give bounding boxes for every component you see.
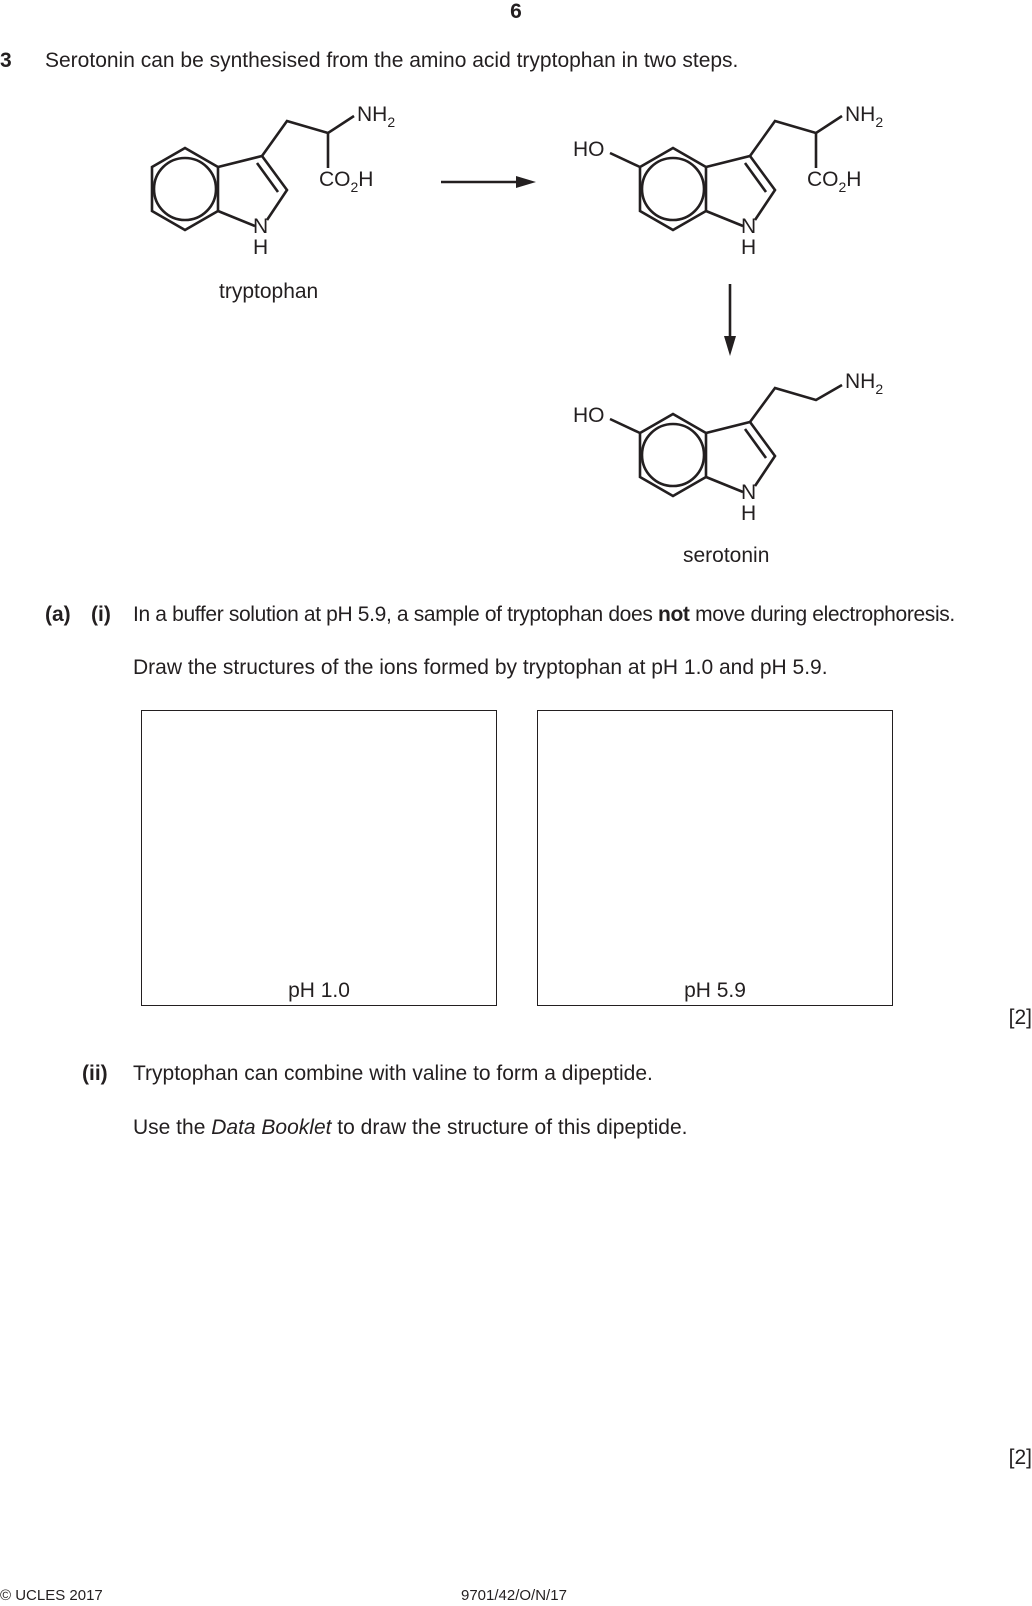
answer-box-label: pH 5.9: [684, 979, 746, 1002]
reaction-scheme: [0, 0, 1032, 580]
h-label: H: [253, 236, 269, 259]
ho-label: HO: [573, 138, 605, 161]
serotonin-label: serotonin: [683, 544, 770, 567]
answer-box-ph-5-9[interactable]: [537, 710, 893, 1006]
copyright-footer: © UCLES 2017: [0, 1587, 103, 1604]
answer-space-dipeptide[interactable]: [133, 1150, 1003, 1440]
marks-a-i: [2]: [1008, 1006, 1032, 1029]
part-a-i-statement: In a buffer solution at pH 5.9, a sample of tryptophan does not move during electrophoresis.: [133, 603, 955, 626]
tryptophan-structure: [152, 103, 395, 303]
ho-label: HO: [573, 404, 605, 427]
part-a-label: (a): [45, 603, 71, 626]
part-ii-label: (ii): [82, 1062, 108, 1085]
part-a-ii-statement: Tryptophan can combine with valine to form a dipeptide.: [133, 1062, 653, 1085]
h-label: H: [741, 236, 757, 259]
n-label: N: [741, 215, 757, 238]
reaction-arrow-right-icon: [441, 176, 536, 188]
reaction-arrow-down-icon: [724, 284, 736, 356]
co2h-label: $CO_2H$: [807, 168, 862, 195]
n-label: N: [253, 215, 269, 238]
nh2-label: $NH_2$: [845, 103, 884, 130]
nh2-label: $NH_2$: [845, 370, 884, 397]
co2h-label: $CO_2H$: [319, 168, 374, 195]
paper-code-footer: 9701/42/O/N/17: [461, 1587, 567, 1604]
answer-box-label: pH 1.0: [288, 979, 350, 1002]
question-number: 3: [0, 49, 12, 72]
part-a-ii-instruction: Use the Data Booklet to draw the structure of this dipeptide.: [133, 1116, 688, 1139]
h-label: H: [741, 502, 757, 525]
answer-box-ph-1-0[interactable]: [141, 710, 497, 1006]
n-label: N: [741, 481, 757, 504]
tryptophan-label: tryptophan: [219, 280, 319, 303]
part-a-i-instruction: Draw the structures of the ions formed by tryptophan at pH 1.0 and pH 5.9.: [133, 656, 828, 679]
nh2-label: $NH_2$: [357, 103, 396, 130]
part-i-label: (i): [91, 603, 111, 626]
page-number: 6: [510, 0, 522, 23]
serotonin-structure: [573, 370, 883, 567]
question-stem: Serotonin can be synthesised from the amino acid tryptophan in two steps.: [45, 49, 739, 72]
intermediate-structure: [573, 103, 883, 259]
marks-a-ii: [2]: [1008, 1446, 1032, 1469]
